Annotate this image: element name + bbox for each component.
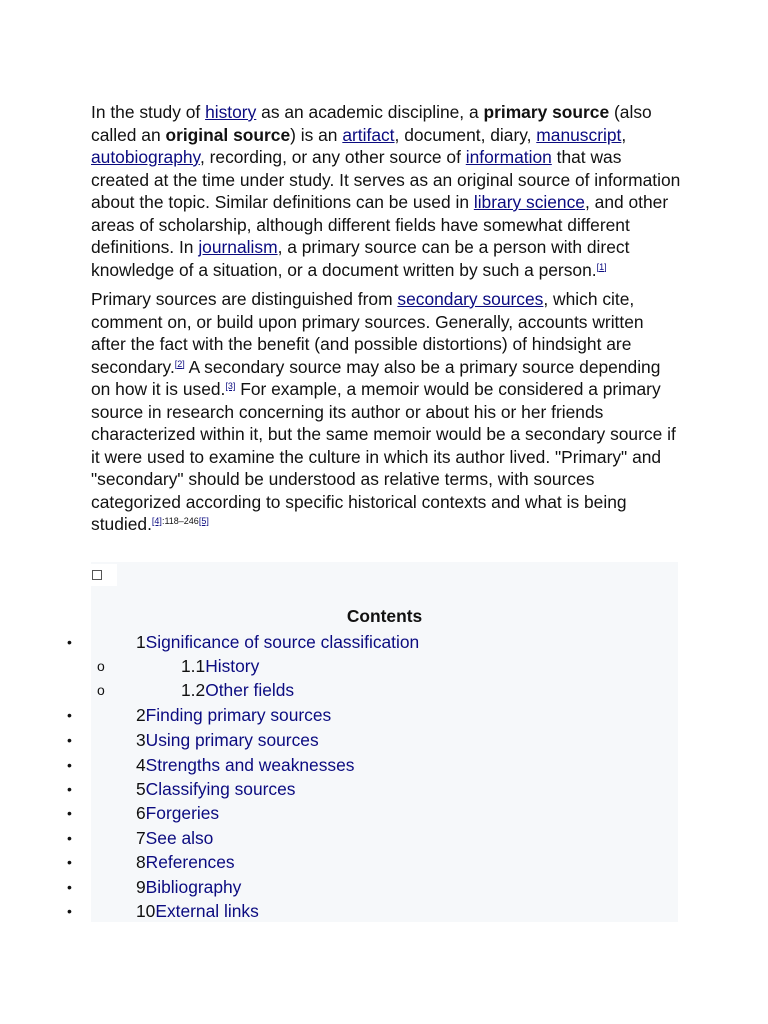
citation-ref bbox=[597, 262, 607, 272]
toc-item[interactable] bbox=[136, 851, 235, 873]
circle-bullet-icon: o bbox=[97, 658, 105, 674]
citation-ref bbox=[152, 516, 162, 526]
citation-ref bbox=[225, 381, 235, 391]
bullet-icon: • bbox=[67, 830, 72, 846]
link-autobiography[interactable]: autobiography bbox=[91, 147, 200, 167]
toc-item[interactable] bbox=[136, 729, 319, 751]
toc-item-label[interactable]: Bibliography bbox=[145, 877, 242, 897]
citation-link[interactable]: [3] bbox=[225, 381, 236, 391]
toc-item-label[interactable]: Other fields bbox=[205, 680, 295, 700]
toc-item-label[interactable]: External links bbox=[155, 901, 259, 921]
toc-item[interactable] bbox=[136, 827, 213, 849]
toc-item[interactable] bbox=[136, 876, 241, 898]
bullet-icon: • bbox=[67, 854, 72, 870]
toc-item-number: 6 bbox=[136, 803, 146, 823]
toc-item-label[interactable]: Using primary sources bbox=[145, 730, 319, 750]
citation-link[interactable]: [4] bbox=[151, 516, 162, 526]
bullet-icon: • bbox=[67, 879, 72, 895]
toc-item-number: 4 bbox=[136, 755, 146, 775]
primary-vs-secondary-paragraph: Primary sources are distinguished from secondary sources, which cite, comment on, or build upon primary sources. Generally, accounts written after the fact with the benefit (and possible distortions) of hindsight are secondary.[2] A secondary source may also be a primary source depending on how it is used.[3] For example, a memoir would be considered a primary source in research concerning its author or about his or her friends characterized within it, but the same memoir would be a secondary source if it were used to examine the culture in which its author lived. "Primary" and "secondary" should be understood as relative terms, with sources categorized according to specific historical contexts and what is being studied.[4]:118–246[5] bbox=[91, 289, 676, 534]
toc-item-number: 3 bbox=[136, 730, 146, 750]
toc-item-number: 10 bbox=[136, 901, 156, 921]
citation-link[interactable]: [5] bbox=[198, 516, 209, 526]
toc-item-number: 1.2 bbox=[181, 680, 206, 700]
bullet-icon: • bbox=[67, 903, 72, 919]
toc-item[interactable] bbox=[181, 655, 259, 677]
bullet-icon: • bbox=[67, 634, 72, 650]
toc-item-label[interactable]: Finding primary sources bbox=[145, 705, 332, 725]
toc-item-number: 5 bbox=[136, 779, 146, 799]
toc-item-number: 9 bbox=[136, 877, 146, 897]
link-information[interactable]: information bbox=[465, 147, 552, 167]
toc-item-number: 1 bbox=[136, 632, 146, 652]
toc-item[interactable] bbox=[136, 631, 419, 653]
toc-toggle[interactable] bbox=[91, 564, 117, 586]
toc-item-label[interactable]: Classifying sources bbox=[145, 779, 296, 799]
bullet-icon: • bbox=[67, 732, 72, 748]
toc-item-label[interactable]: Forgeries bbox=[145, 803, 220, 823]
citation-ref bbox=[175, 359, 185, 369]
checkbox-icon[interactable] bbox=[92, 570, 102, 580]
citation-pages: :118–246 bbox=[161, 516, 199, 526]
link-manuscript[interactable]: manuscript bbox=[536, 124, 622, 145]
link-history[interactable]: history bbox=[205, 102, 257, 122]
toc-item-number: 7 bbox=[136, 828, 146, 848]
bold-term: original source bbox=[165, 124, 291, 145]
citation-link[interactable]: [1] bbox=[596, 261, 607, 272]
link-secondary-sources[interactable]: secondary sources bbox=[397, 289, 544, 309]
bullet-icon: • bbox=[67, 707, 72, 723]
toc-item-number: 8 bbox=[136, 852, 146, 872]
toc-item-label[interactable]: History bbox=[205, 656, 260, 676]
link-journalism[interactable]: journalism bbox=[198, 237, 278, 257]
citation-ref bbox=[199, 516, 209, 526]
toc-item[interactable] bbox=[136, 900, 259, 922]
toc-item[interactable] bbox=[136, 754, 355, 776]
bullet-icon: • bbox=[67, 757, 72, 773]
toc-item[interactable] bbox=[136, 704, 331, 726]
bold-term: primary source bbox=[483, 102, 610, 122]
citation-link[interactable]: [2] bbox=[174, 358, 185, 369]
toc-title: Contents bbox=[346, 606, 423, 626]
link-library-science[interactable]: library science bbox=[473, 192, 585, 212]
toc-item-label[interactable]: References bbox=[145, 852, 235, 872]
toc-item-label[interactable]: See also bbox=[145, 828, 214, 848]
intro-paragraph: In the study of history as an academic discipline, a primary source (also called an original source) is an artifact, document, diary, manuscript, autobiography, recording, or any other source of information that was created at the time under study. It serves as an original source of information about the topic. Similar definitions can be used in library science, and other areas of scholarship, although different fields have somewhat different definitions. In journalism, a primary source can be a person with direct knowledge of a situation, or a document written by such a person.[1] bbox=[91, 102, 681, 280]
toc-item-label[interactable]: Significance of source classification bbox=[145, 632, 420, 652]
bullet-icon: • bbox=[67, 781, 72, 797]
toc-item-label[interactable]: Strengths and weaknesses bbox=[145, 755, 355, 775]
toc-item-number: 2 bbox=[136, 705, 146, 725]
circle-bullet-icon: o bbox=[97, 682, 105, 698]
toc-item[interactable] bbox=[181, 679, 294, 701]
bullet-icon: • bbox=[67, 805, 72, 821]
article-body bbox=[91, 101, 683, 536]
toc-item[interactable] bbox=[136, 778, 295, 800]
link-artifact[interactable]: artifact bbox=[342, 124, 395, 145]
toc-item[interactable] bbox=[136, 802, 219, 824]
toc-item-number: 1.1 bbox=[181, 656, 206, 676]
